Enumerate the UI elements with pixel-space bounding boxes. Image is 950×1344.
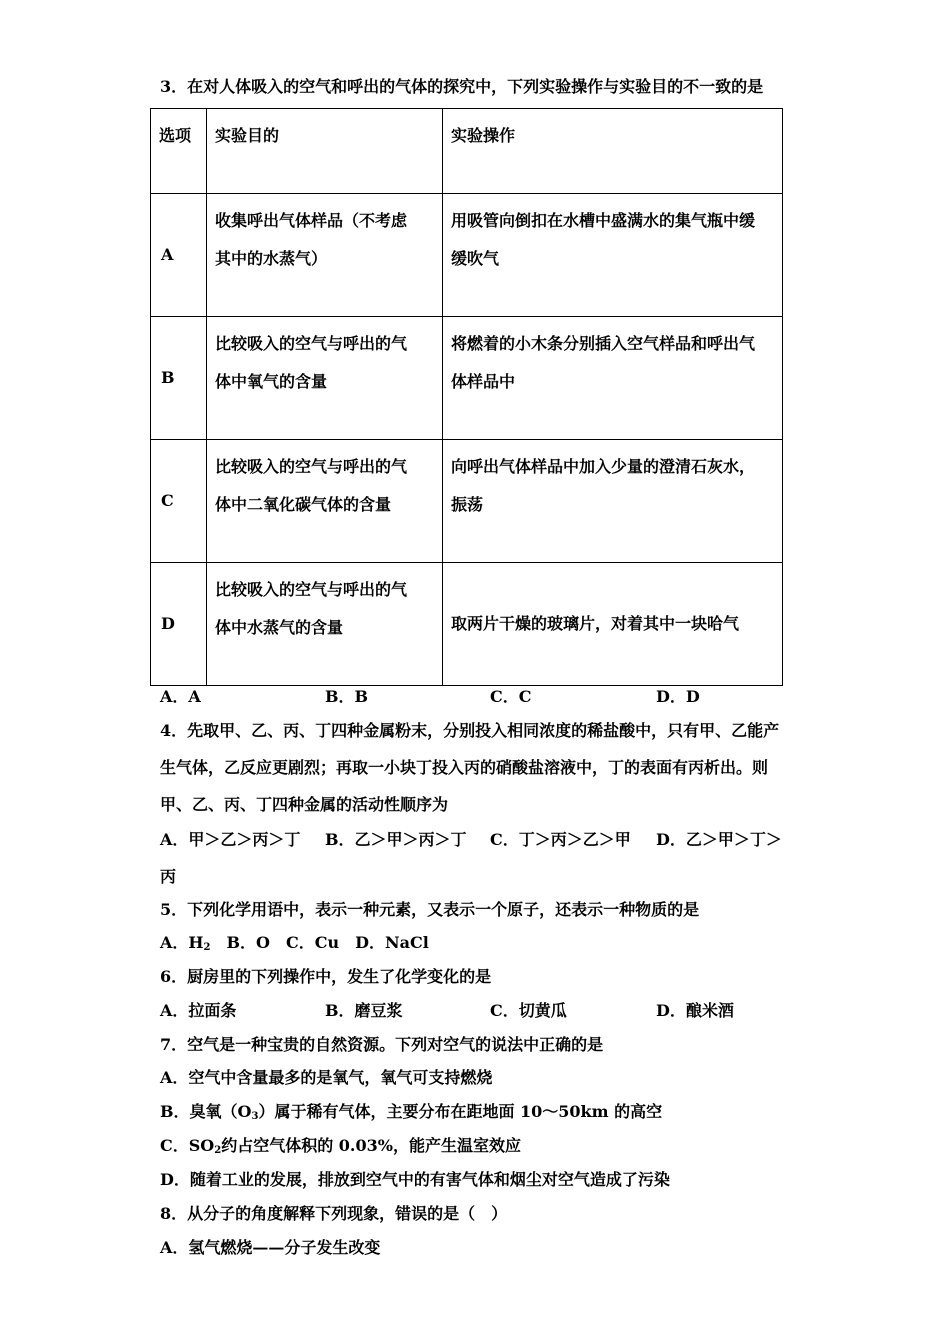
table-row xyxy=(151,563,783,686)
q7-choice-c: C．$SO_2$约占空气体积的 0.03%，能产生温室效应 xyxy=(160,1136,521,1156)
row-operation: 将燃着的小木条分别插入空气样品和呼出气 体样品中 xyxy=(443,317,783,440)
row-option: B xyxy=(151,317,207,440)
row-operation: 取两片干燥的玻璃片，对着其中一块哈气 xyxy=(443,563,783,686)
row-purpose: 收集呼出气体样品（不考虑 其中的水蒸气） xyxy=(207,194,443,317)
q4-choice-d: D．乙＞甲＞丁＞ xyxy=(656,830,782,849)
q8-choice-a: A．氢气燃烧——分子发生改变 xyxy=(160,1238,381,1257)
row-option: D xyxy=(151,563,207,686)
q7-choice-d: D．随着工业的发展，排放到空气中的有害气体和烟尘对空气造成了污染 xyxy=(160,1170,670,1189)
q4-choice-a: A．甲＞乙＞丙＞丁 xyxy=(160,830,301,849)
q3-stem: 3．在对人体吸入的空气和呼出的气体的探究中，下列实验操作与实验目的不一致的是 xyxy=(160,77,764,96)
header-purpose: 实验目的 xyxy=(207,109,443,194)
row-purpose: 比较吸入的空气与呼出的气 体中水蒸气的含量 xyxy=(207,563,443,686)
q5-choices: A．$H_2$ B．O C．Cu D．NaCl xyxy=(160,933,429,953)
q7-choice-b: B．臭氧$(O_3)$属于稀有气体，主要分布在距地面 10～50km 的高空 xyxy=(160,1102,663,1122)
row-purpose: 比较吸入的空气与呼出的气 体中二氧化碳气体的含量 xyxy=(207,440,443,563)
table-header-row xyxy=(151,109,783,194)
table-row xyxy=(151,440,783,563)
q3-table xyxy=(150,108,783,686)
q6-choice-a: A．拉面条 xyxy=(160,1001,237,1020)
row-option: C xyxy=(151,440,207,563)
q7-stem: 7．空气是一种宝贵的自然资源。下列对空气的说法中正确的是 xyxy=(160,1035,604,1054)
header-option: 选项 xyxy=(151,109,207,194)
row-operation: 用吸管向倒扣在水槽中盛满水的集气瓶中缓 缓吹气 xyxy=(443,194,783,317)
q6-choice-c: C．切黄瓜 xyxy=(490,1001,567,1020)
q4-choice-d-wrap: 丙 xyxy=(160,867,177,886)
q4-choice-c: C．丁＞丙＞乙＞甲 xyxy=(490,830,631,849)
q3-choice-c: C．C xyxy=(490,687,532,706)
q4-choice-b: B．乙＞甲＞丙＞丁 xyxy=(325,830,467,849)
q3-choice-d: D．D xyxy=(656,687,700,706)
row-purpose: 比较吸入的空气与呼出的气 体中氧气的含量 xyxy=(207,317,443,440)
q4-stem-line1: 4．先取甲、乙、丙、丁四种金属粉末，分别投入相同浓度的稀盐酸中，只有甲、乙能产 xyxy=(160,721,780,740)
q3-choice-b: B．B xyxy=(325,687,369,706)
table-row xyxy=(151,317,783,440)
q7-choice-a: A．空气中含量最多的是氧气，氧气可支持燃烧 xyxy=(160,1068,493,1087)
q5-stem: 5．下列化学用语中，表示一种元素，又表示一个原子，还表示一种物质的是 xyxy=(160,900,700,919)
row-option: A xyxy=(151,194,207,317)
q6-choice-b: B．磨豆浆 xyxy=(325,1001,403,1020)
q3-choice-a: A．A xyxy=(160,687,201,706)
row-operation: 向呼出气体样品中加入少量的澄清石灰水， 振荡 xyxy=(443,440,783,563)
q8-stem: 8．从分子的角度解释下列现象，错误的是（ ） xyxy=(160,1204,508,1223)
q6-stem: 6．厨房里的下列操作中，发生了化学变化的是 xyxy=(160,967,492,986)
q4-stem-line2: 生气体，乙反应更剧烈；再取一小块丁投入丙的硝酸盐溶液中，丁的表面有丙析出。则 xyxy=(160,758,769,777)
q6-choice-d: D．酿米酒 xyxy=(656,1001,734,1020)
q4-stem-line3: 甲、乙、丙、丁四种金属的活动性顺序为 xyxy=(160,795,449,814)
table-row xyxy=(151,194,783,317)
header-operation: 实验操作 xyxy=(443,109,783,194)
